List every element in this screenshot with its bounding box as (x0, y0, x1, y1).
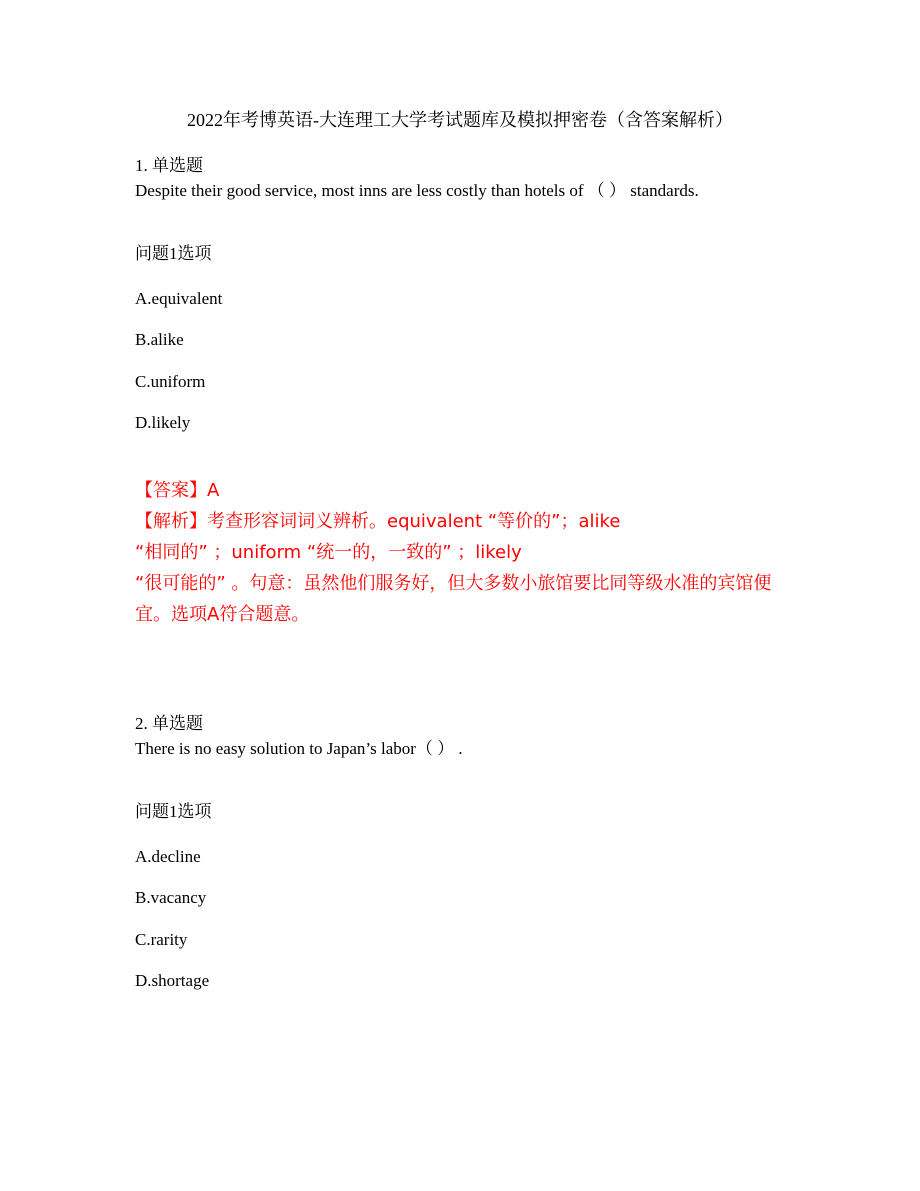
question-1-options-label: 问题1选项 (135, 244, 212, 263)
question-1-option-a: A.equivalent (135, 289, 223, 308)
question-1-option-c: C.uniform (135, 372, 206, 391)
question-1-answer: 【答案】A (135, 480, 220, 501)
question-1-explanation-line-4: 宜。选项A符合题意。 (135, 604, 310, 625)
question-2-stem: There is no easy solution to Japan’s labor（ ） . (135, 739, 463, 758)
question-1-explanation-line-2: “相同的” ；uniform “统一的，一致的” ；likely (135, 542, 522, 563)
question-2-option-a: A.decline (135, 847, 201, 866)
question-2-option-d: D.shortage (135, 971, 210, 990)
question-1-explanation-line-3: “很可能的” 。句意：虽然他们服务好，但大多数小旅馆要比同等级水准的宾馆便 (135, 573, 772, 594)
question-1-explanation-line-1: 【解析】考查形容词词义辨析。equivalent “等价的”；alike (135, 511, 621, 532)
question-2-header: 2. 单选题 (135, 714, 203, 733)
question-1-header: 1. 单选题 (135, 156, 203, 175)
question-1-stem: Despite their good service, most inns are less costly than hotels of （ ） standards. (135, 181, 699, 200)
question-2-option-c: C.rarity (135, 930, 188, 949)
document-title: 2022年考博英语-大连理工大学考试题库及模拟押密卷（含答案解析） (187, 110, 733, 130)
question-2-options-label: 问题1选项 (135, 802, 212, 821)
question-1-option-d: D.likely (135, 413, 191, 432)
question-1-option-b: B.alike (135, 330, 184, 349)
question-1-answer-block (135, 475, 795, 630)
question-2-option-b: B.vacancy (135, 888, 207, 907)
